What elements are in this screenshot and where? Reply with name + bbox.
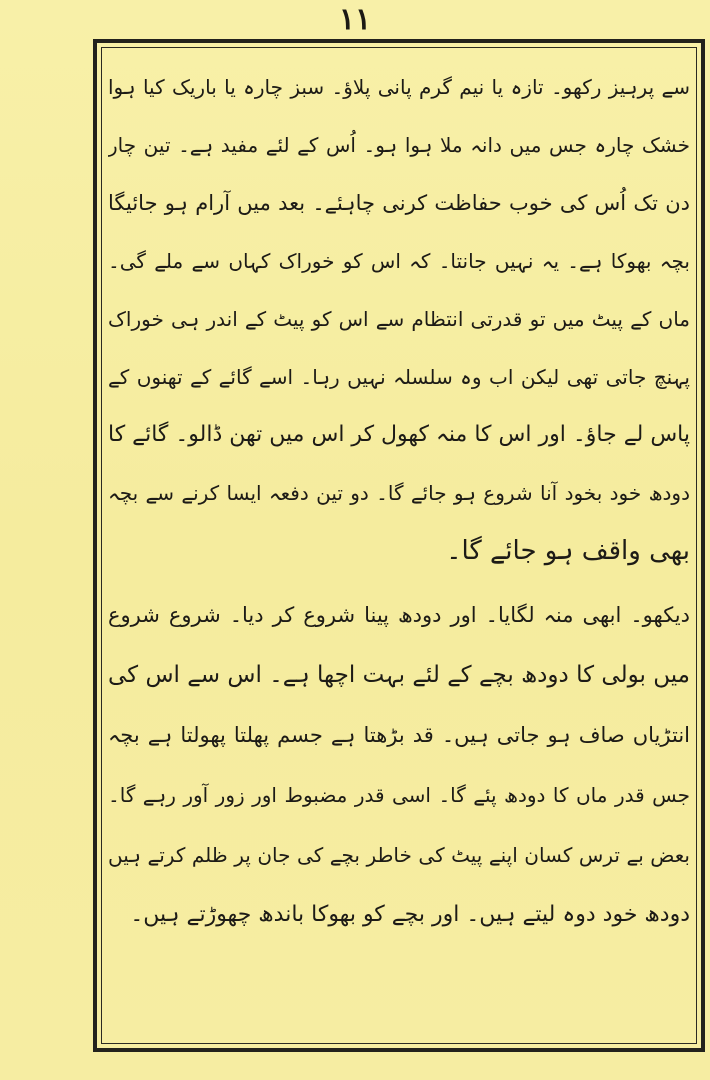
text-line: سے پرہیز رکھو۔ تازہ یا نیم گرم پانی پلاؤ۔ سبز چارہ یا باریک کیا ہوا: [108, 75, 690, 99]
text-line: جس قدر ماں کا دودھ پئے گا۔ اسی قدر مضبوط اور زور آور رہے گا۔: [108, 783, 690, 807]
page-number: ۱۱: [338, 2, 372, 37]
body-text: [108, 60, 690, 1040]
text-line: میں بولی کا دودھ بچے کے لئے بہت اچھا ہے۔ اس سے اس کی: [108, 662, 690, 688]
text-line: دیکھو۔ ابھی منہ لگایا۔ اور دودھ پینا شروع کر دیا۔ شروع شروع: [108, 603, 690, 627]
text-line: ماں کے پیٹ میں تو قدرتی انتظام سے اس کو پیٹ کے اندر ہی خوراک: [108, 307, 690, 331]
text-line: بچہ بھوکا ہے۔ یہ نہیں جانتا۔ کہ اس کو خوراک کہاں سے ملے گی۔: [108, 249, 690, 273]
text-line: بھی واقف ہو جائے گا۔: [446, 536, 690, 566]
text-line: دودھ خود بخود آنا شروع ہو جائے گا۔ دو تین دفعہ ایسا کرنے سے بچہ: [108, 481, 690, 505]
text-line: انتڑیاں صاف ہو جاتی ہیں۔ قد بڑھتا ہے جسم پھلتا پھولتا ہے بچہ: [108, 723, 690, 747]
text-line: خشک چارہ جس میں دانہ ملا ہوا ہو۔ اُس کے لئے مفید ہے۔ تین چار: [108, 133, 690, 157]
text-line: دن تک اُس کی خوب حفاظت کرنی چاہئے۔ بعد میں آرام ہو جائیگا: [108, 191, 690, 215]
text-line: پہنچ جاتی تھی لیکن اب وہ سلسلہ نہیں رہا۔ اسے گائے کے تھنوں کے: [108, 365, 690, 389]
text-line: دودھ خود دوہ لیتے ہیں۔ اور بچے کو بھوکا باندھ چھوڑتے ہیں۔: [130, 902, 690, 927]
text-line: بعض بے ترس کسان اپنے پیٹ کی خاطر بچے کی جان پر ظلم کرتے ہیں: [108, 843, 690, 867]
text-line: پاس لے جاؤ۔ اور اس کا منہ کھول کر اس میں تھن ڈالو۔ گائے کا: [108, 422, 690, 447]
